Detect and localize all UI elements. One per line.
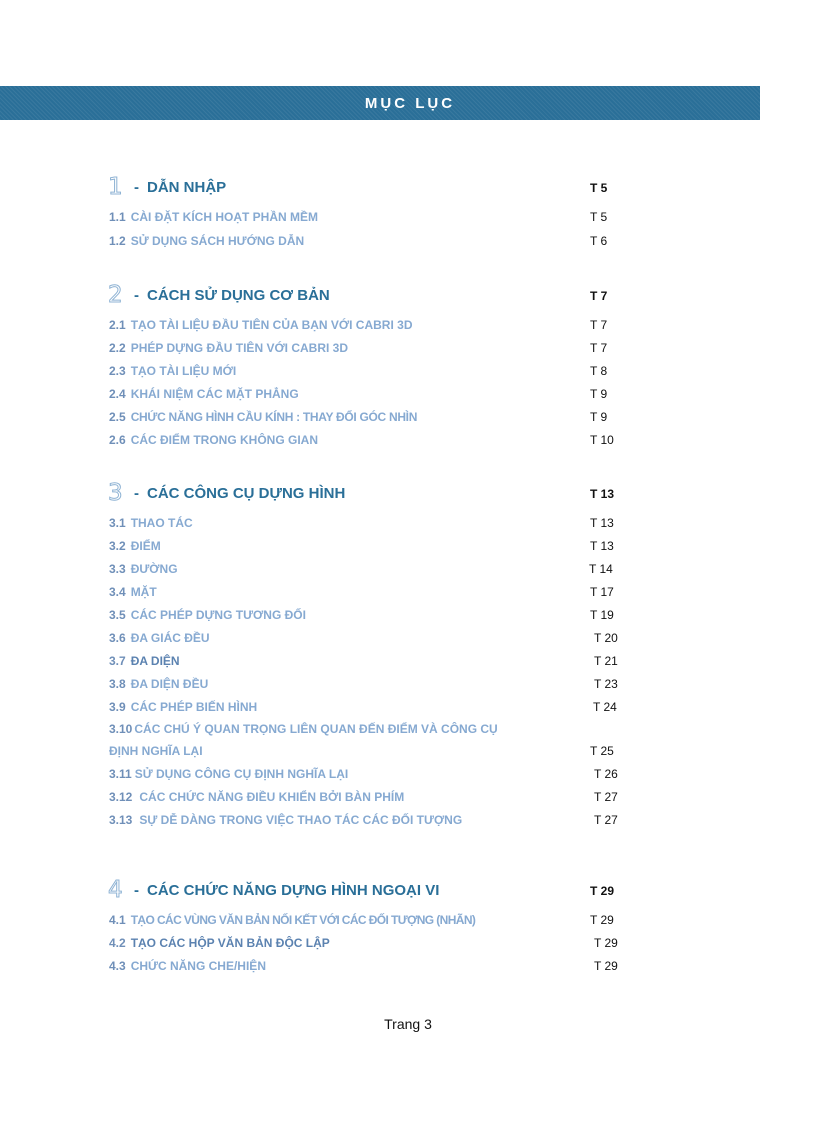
entry-title: ĐỊNH NGHĨA LẠI: [109, 744, 203, 758]
entry-number: 2.2: [109, 341, 126, 355]
entry-title: KHÁI NIỆM CÁC MẶT PHẲNG: [130, 387, 299, 401]
entry-title: CÁC CHÚ Ý QUAN TRỌNG LIÊN QUAN ĐẾN ĐIỂM VÀ CÔNG CỤ: [134, 722, 498, 736]
entry-page: T 23: [594, 677, 618, 691]
toc-entry[interactable]: [109, 385, 639, 403]
entry-page: T 24: [593, 700, 617, 714]
section-page: T 5: [590, 181, 608, 195]
entry-number: 4.1: [109, 913, 126, 927]
entry-title: SỬ DỤNG CÔNG CỤ ĐỊNH NGHĨA LẠI: [134, 767, 349, 781]
entry-number: 3.7: [109, 654, 126, 668]
toc-entry[interactable]: [109, 811, 639, 829]
entry-title: ĐA DIỆN ĐỀU: [130, 677, 209, 691]
entry-page: T 29: [594, 959, 618, 973]
toc-entry[interactable]: [109, 934, 639, 952]
section-title: DẪN NHẬP: [147, 178, 227, 196]
entry-page: T 13: [590, 539, 614, 553]
page-number: Trang 3: [384, 1016, 432, 1032]
toc-entry[interactable]: [109, 652, 639, 670]
entry-page: T 26: [594, 767, 618, 781]
toc-entry[interactable]: [109, 408, 639, 426]
toc-entry[interactable]: [109, 629, 639, 647]
toc-entry[interactable]: [109, 698, 639, 716]
toc-entry[interactable]: [109, 911, 639, 929]
toc-entry[interactable]: [109, 514, 639, 532]
entry-title: ĐA GIÁC ĐỀU: [130, 631, 210, 645]
entry-page: T 7: [590, 318, 608, 332]
entry-number: 1.2: [109, 234, 126, 248]
entry-number: 2.3: [109, 364, 126, 378]
section-title: CÁCH SỬ DỤNG CƠ BẢN: [147, 286, 330, 304]
section-number: 4: [108, 877, 123, 903]
entry-title: TẠO CÁC HỘP VĂN BẢN ĐỘC LẬP: [130, 936, 330, 950]
entry-page: T 13: [590, 516, 614, 530]
toc-entry[interactable]: [109, 316, 639, 334]
entry-page: T 25: [590, 744, 614, 758]
entry-page: T 21: [594, 654, 618, 668]
entry-page: T 8: [590, 364, 608, 378]
toc-entry[interactable]: [109, 720, 639, 738]
entry-number: 2.1: [109, 318, 126, 332]
entry-number: 4.3: [109, 959, 126, 973]
entry-title: TẠO CÁC VÙNG VĂN BẢN NỐI KẾT VỚI CÁC ĐỐI TƯỢNG (NHÃN): [130, 913, 476, 927]
section-heading[interactable]: [108, 282, 628, 308]
toc-entry[interactable]: [109, 362, 639, 380]
entry-page: T 7: [590, 341, 608, 355]
entry-page: T 27: [594, 790, 618, 804]
entry-title: ĐIỂM: [130, 539, 161, 553]
entry-page: T 10: [590, 433, 614, 447]
entry-number: 4.2: [109, 936, 126, 950]
toc-entry[interactable]: [109, 606, 639, 624]
entry-page: T 29: [594, 936, 618, 950]
entry-number: 3.13: [109, 813, 133, 827]
entry-title: SỰ DỄ DÀNG TRONG VIỆC THAO TÁC CÁC ĐỐI TƯỢNG: [139, 813, 463, 827]
entry-number: 3.12: [109, 790, 133, 804]
section-number: 1: [108, 174, 123, 200]
entry-title: CÁC PHÉP BIẾN HÌNH: [130, 700, 258, 714]
entry-title: PHÉP DỰNG ĐẦU TIÊN VỚI CABRI 3D: [130, 341, 349, 355]
entry-number: 3.6: [109, 631, 126, 645]
entry-number: 3.8: [109, 677, 126, 691]
entry-number: 3.5: [109, 608, 126, 622]
entry-title: CHỨC NĂNG HÌNH CẦU KÍNH : THAY ĐỔI GÓC NHÌN: [130, 410, 418, 424]
entry-title: SỬ DỤNG SÁCH HƯỚNG DẪN: [130, 234, 305, 248]
toc-entry[interactable]: [109, 431, 639, 449]
entry-page: T 14: [589, 562, 613, 576]
section-page: T 29: [590, 884, 615, 898]
toc-entry[interactable]: [109, 957, 639, 975]
entry-number: 3.2: [109, 539, 126, 553]
entry-page: T 17: [590, 585, 614, 599]
entry-title: CÁC PHÉP DỰNG TƯƠNG ĐỐI: [130, 608, 306, 622]
section-title: CÁC CÔNG CỤ DỰNG HÌNH: [147, 484, 346, 502]
toc-entry[interactable]: [109, 765, 639, 783]
toc-entry[interactable]: [109, 742, 639, 760]
entry-number: 3.10: [109, 722, 133, 736]
entry-title: TẠO TÀI LIỆU ĐẦU TIÊN CỦA BẠN VỚI CABRI 3D: [130, 318, 413, 332]
entry-page: T 6: [590, 234, 608, 248]
entry-page: T 5: [590, 210, 608, 224]
entry-number: 2.5: [109, 410, 126, 424]
section-dash: -: [134, 178, 139, 196]
section-number: 2: [108, 282, 123, 308]
toc-entry[interactable]: [109, 232, 639, 250]
toc-entry[interactable]: [109, 339, 639, 357]
toc-entry[interactable]: [109, 788, 639, 806]
page-title: MỤC LỤC: [364, 94, 456, 112]
entry-page: T 9: [590, 387, 608, 401]
section-page: T 7: [590, 289, 608, 303]
entry-number: 3.3: [109, 562, 126, 576]
entry-number: 3.1: [109, 516, 126, 530]
toc-entry[interactable]: [109, 560, 639, 578]
page-footer: [0, 1016, 816, 1032]
entry-page: T 20: [594, 631, 618, 645]
toc-entry[interactable]: [109, 583, 639, 601]
entry-title: TẠO TÀI LIỆU MỚI: [130, 364, 237, 378]
entry-title: CÀI ĐẶT KÍCH HOẠT PHẦN MỀM: [130, 210, 319, 224]
entry-number: 2.4: [109, 387, 126, 401]
entry-page: T 9: [590, 410, 608, 424]
section-heading[interactable]: [108, 480, 628, 506]
entry-number: 2.6: [109, 433, 126, 447]
section-number: 3: [108, 480, 123, 506]
entry-title: THAO TÁC: [130, 516, 193, 530]
entry-title: ĐƯỜNG: [130, 562, 178, 576]
entry-number: 3.4: [109, 585, 126, 599]
section-title: CÁC CHỨC NĂNG DỰNG HÌNH NGOẠI VI: [147, 881, 440, 899]
entry-title: CÁC CHỨC NĂNG ĐIỀU KHIỂN BỞI BÀN PHÍM: [139, 790, 405, 804]
section-dash: -: [134, 484, 139, 502]
section-heading[interactable]: [108, 174, 628, 200]
entry-page: T 29: [590, 913, 614, 927]
section-page: T 13: [590, 487, 615, 501]
entry-title: CHỨC NĂNG CHE/HIỆN: [130, 959, 266, 973]
entry-title: MẶT: [130, 585, 157, 599]
section-dash: -: [134, 286, 139, 304]
entry-number: 3.9: [109, 700, 126, 714]
toc-entry[interactable]: [109, 208, 639, 226]
entry-number: 3.11: [109, 767, 132, 781]
section-heading[interactable]: [108, 877, 628, 903]
entry-page: T 27: [594, 813, 618, 827]
section-dash: -: [134, 881, 139, 899]
toc-entry[interactable]: [109, 675, 639, 693]
entry-title: CÁC ĐIỂM TRONG KHÔNG GIAN: [130, 433, 319, 447]
toc-entry[interactable]: [109, 537, 639, 555]
entry-number: 1.1: [109, 210, 126, 224]
entry-page: T 19: [590, 608, 614, 622]
entry-title: ĐA DIỆN: [130, 654, 180, 668]
